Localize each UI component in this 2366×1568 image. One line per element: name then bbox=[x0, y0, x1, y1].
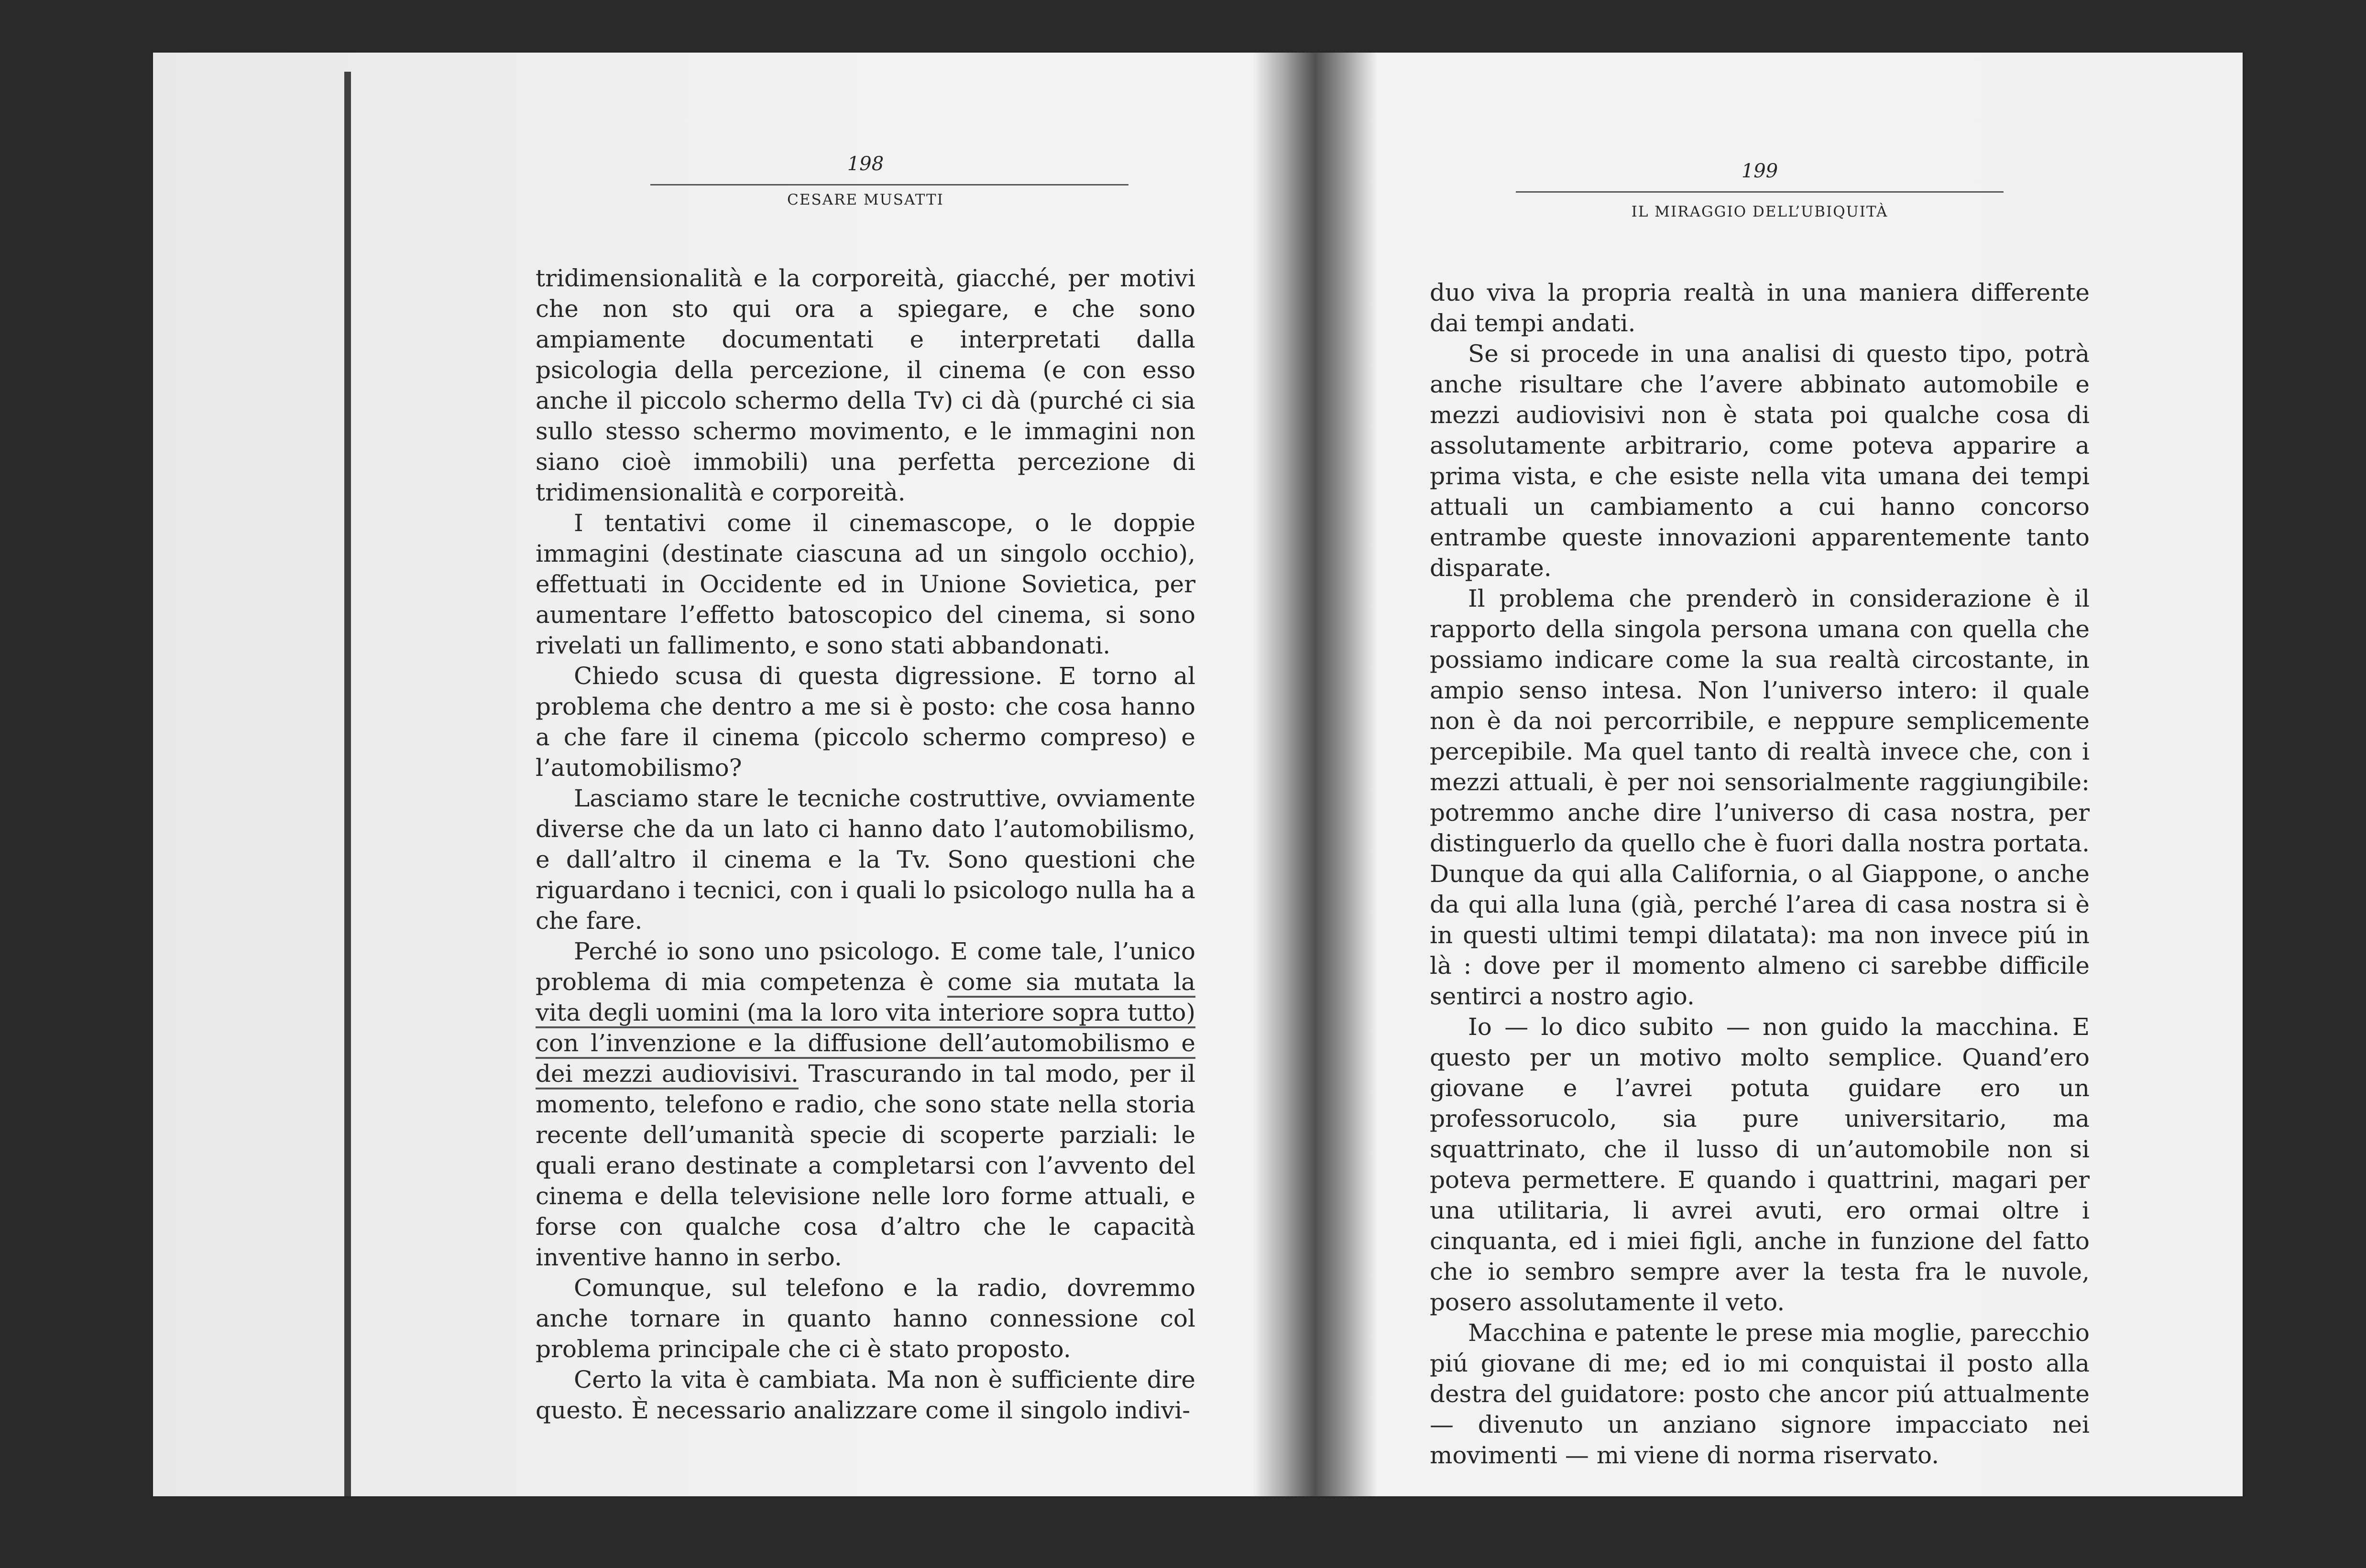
paragraph: tridimensionalità e la corporeità, giacché, per motivi che non sto qui ora a spiegare, e che sono ampiamente documentati e interpretati dalla psicologia della percezione, il cinema (e con esso anche il piccolo schermo della Tv) ci dà (purché ci sia sullo stesso schermo movimento, e le immagini non siano cioè immobili) una perfetta percezione di tridimensionalità e corporeità. bbox=[536, 264, 1195, 506]
paragraph bbox=[536, 936, 1195, 1273]
paragraph-text: Perché io sono uno psicologo. E come tale, l’unico problema di mia competenza è bbox=[536, 937, 1195, 996]
paragraph: Macchina e patente le prese mia moglie, parecchio piú giovane di me; ed io mi conquistai il posto alla destra del guidatore: posto che ancor piú attualmente — divenuto un anziano signore impacciato nei movimenti — mi viene di norma riservato. bbox=[1430, 1319, 2090, 1469]
paragraph: Il problema che prenderò in considerazione è il rapporto della singola persona umana con quella che possiamo indicare come la sua realtà circostante, in ampio senso intesa. Non l’universo intero: il quale non è da noi percorribile, e neppure semplicemente percepibile. Ma quel tanto di realtà invece che, con i mezzi attuali, è per noi sensorialmente raggiungibile: potremmo anche dire l’universo di casa nostra, per distinguerlo da quello che è fuori dalla nostra portata. Dunque da qui alla California, o al Giappone, o anche da qui alla luna (già, perché l’area di casa nostra si è in questi ultimi tempi dilatata): ma non invece piú in là : dove per il momento almeno ci sarebbe difficile sentirci a nostro agio. bbox=[1430, 585, 2090, 1010]
left-page bbox=[536, 0, 1195, 1568]
underlined-passage: come sia mutata la vita degli uomini (ma la loro vita interiore sopra tutto) con l’invenzione e la diffusione dell’automobilismo e dei mezzi audiovisivi. bbox=[536, 968, 1195, 1089]
running-head: IL MIRAGGIO DELL’UBIQUITÀ bbox=[1631, 203, 1888, 220]
header-rule bbox=[1516, 191, 2004, 193]
header-rule bbox=[650, 184, 1128, 185]
paragraph: Lasciamo stare le tecniche costruttive, ovviamente diverse che da un lato ci hanno dato l’automobilismo, e dall’altro il cinema e la Tv. Sono questioni che riguardano i tecnici, con i quali lo psicologo nulla ha a che fare. bbox=[536, 784, 1195, 935]
paragraph-text: Trascurando in tal modo, per il momento, telefono e radio, che sono state nella storia recente dell’umanità specie di scoperte parziali: le quali erano destinate a completarsi con l’avvento del cinema e della televisione nelle loro forme attuali, e forse con qualche cosa d’altro che le capacità inventive hanno in serbo. bbox=[536, 1060, 1195, 1271]
paragraph: Io — lo dico subito — non guido la macchina. E questo per un motivo molto semplice. Quand’ero giovane e l’avrei potuta guidare ero un professorucolo, sia pure universitario, ma squattrinato, che il lusso di un’automobile non si poteva permettere. E quando i quattrini, magari per una utilitaria, li avrei avuti, ero ormai oltre i cinquanta, ed i miei figli, anche in funzione del fatto che io sembro sempre aver la testa fra le nuvole, posero assolutamente il veto. bbox=[1430, 1013, 2090, 1316]
paragraph: duo viva la propria realtà in una maniera differente dai tempi andati. bbox=[1430, 279, 2090, 337]
paragraph: Chiedo scusa di questa digressione. E torno al problema che dentro a me si è posto: che cosa hanno a che fare il cinema (piccolo schermo compreso) e l’automobilismo? bbox=[536, 662, 1195, 782]
page-number: 198 bbox=[847, 153, 884, 175]
page-number: 199 bbox=[1741, 160, 1778, 182]
paragraph: I tentativi come il cinemascope, o le doppie immagini (destinate ciascuna ad un singolo occhio), effettuati in Occidente ed in Unione Sovietica, per aumentare l’effetto batoscopico del cinema, si sono rivelati un fallimento, e sono stati abbandonati. bbox=[536, 509, 1195, 659]
paragraph: Comunque, sul telefono e la radio, dovremmo anche tornare in quanto hanno connessione col problema principale che ci è stato proposto. bbox=[536, 1274, 1195, 1363]
right-page bbox=[1430, 0, 2090, 1568]
paragraph: Se si procede in una analisi di questo tipo, potrà anche risultare che l’avere abbinato automobile e mezzi audiovisivi non è stata poi qualche cosa di assolutamente arbitrario, come poteva apparire a prima vista, e che esiste nella vita umana dei tempi attuali un cambiamento a cui hanno concorso entrambe queste innovazioni apparentemente tanto disparate. bbox=[1430, 340, 2090, 582]
scan-edge-line bbox=[344, 72, 351, 1496]
body-text bbox=[536, 263, 1195, 1426]
body-text bbox=[1430, 277, 2090, 1470]
book-spine-shadow bbox=[1253, 53, 1377, 1496]
running-head: CESARE MUSATTI bbox=[787, 191, 944, 208]
paragraph: Certo la vita è cambiata. Ma non è sufficiente dire questo. È necessario analizzare come il singolo indivi- bbox=[536, 1366, 1195, 1424]
